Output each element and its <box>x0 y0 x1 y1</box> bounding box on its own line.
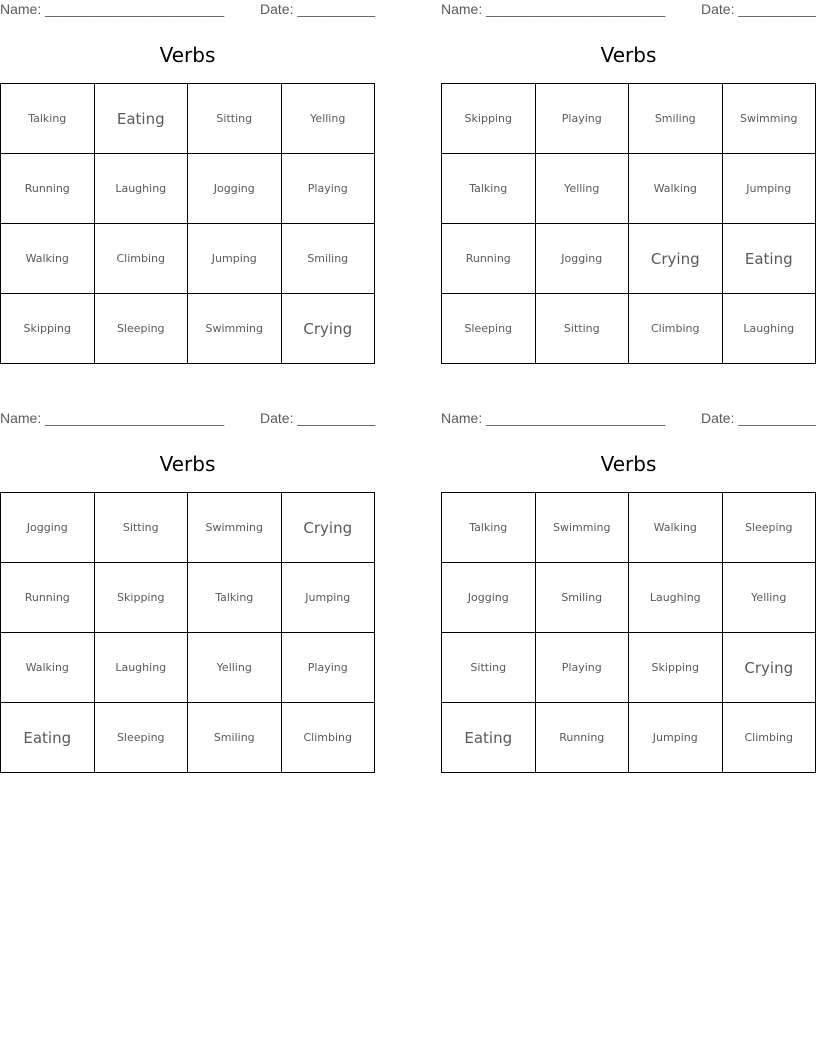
date-field: Date: __________ <box>701 410 816 426</box>
bingo-cell: Playing <box>536 633 630 703</box>
bingo-cell: Eating <box>442 703 536 773</box>
bingo-cell: Sleeping <box>95 703 189 773</box>
bingo-cell: Sitting <box>95 493 189 563</box>
card-title: Verbs <box>600 452 657 476</box>
date-field: Date: __________ <box>701 1 816 17</box>
bingo-card <box>441 0 816 364</box>
name-field: Name: _______________________ <box>0 410 225 426</box>
bingo-cell: Swimming <box>188 294 282 364</box>
bingo-cell: Smiling <box>536 563 630 633</box>
bingo-cell: Laughing <box>95 154 189 224</box>
bingo-cell: Jumping <box>282 563 376 633</box>
bingo-cell: Jogging <box>536 224 630 294</box>
bingo-cell: Running <box>442 224 536 294</box>
bingo-cell: Climbing <box>723 703 816 773</box>
bingo-cell: Sitting <box>442 633 536 703</box>
bingo-cell: Skipping <box>1 294 95 364</box>
card-title: Verbs <box>159 43 216 67</box>
bingo-cell: Yelling <box>723 563 816 633</box>
bingo-grid <box>441 492 816 773</box>
bingo-cell: Eating <box>1 703 95 773</box>
bingo-cell: Smiling <box>188 703 282 773</box>
bingo-cell: Walking <box>1 224 95 294</box>
date-field: Date: __________ <box>260 1 376 17</box>
bingo-cell: Walking <box>629 493 723 563</box>
bingo-cell: Running <box>536 703 630 773</box>
bingo-cell: Running <box>1 563 95 633</box>
bingo-grid <box>0 492 375 773</box>
bingo-cell: Talking <box>442 493 536 563</box>
bingo-cell: Yelling <box>536 154 630 224</box>
bingo-cell: Crying <box>282 493 376 563</box>
bingo-cell: Skipping <box>629 633 723 703</box>
bingo-cell: Climbing <box>95 224 189 294</box>
bingo-cell: Sitting <box>536 294 630 364</box>
name-date-row <box>441 1 816 21</box>
bingo-cell: Laughing <box>723 294 816 364</box>
bingo-cell: Sleeping <box>442 294 536 364</box>
card-title: Verbs <box>600 43 657 67</box>
bingo-cell: Sleeping <box>95 294 189 364</box>
bingo-cell: Yelling <box>188 633 282 703</box>
bingo-cell: Jumping <box>188 224 282 294</box>
bingo-cell: Sitting <box>188 84 282 154</box>
bingo-cell: Playing <box>536 84 630 154</box>
name-date-row <box>0 410 375 430</box>
bingo-cell: Running <box>1 154 95 224</box>
bingo-cell: Climbing <box>282 703 376 773</box>
name-field: Name: _______________________ <box>441 1 666 17</box>
name-field: Name: _______________________ <box>441 410 666 426</box>
bingo-cell: Eating <box>95 84 189 154</box>
bingo-cell: Crying <box>282 294 376 364</box>
date-field: Date: __________ <box>260 410 376 426</box>
bingo-cell: Talking <box>188 563 282 633</box>
bingo-cell: Jogging <box>188 154 282 224</box>
bingo-cell: Swimming <box>188 493 282 563</box>
bingo-cell: Playing <box>282 633 376 703</box>
bingo-cell: Skipping <box>95 563 189 633</box>
name-date-row <box>441 410 816 430</box>
bingo-cell: Talking <box>1 84 95 154</box>
bingo-cell: Smiling <box>282 224 376 294</box>
bingo-card <box>0 409 375 773</box>
bingo-cell: Crying <box>629 224 723 294</box>
name-field: Name: _______________________ <box>0 1 225 17</box>
bingo-cell: Swimming <box>723 84 816 154</box>
bingo-cell: Sleeping <box>723 493 816 563</box>
bingo-cell: Jogging <box>1 493 95 563</box>
bingo-cell: Swimming <box>536 493 630 563</box>
bingo-cell: Playing <box>282 154 376 224</box>
bingo-grid <box>441 83 816 364</box>
bingo-cell: Crying <box>723 633 816 703</box>
bingo-cell: Climbing <box>629 294 723 364</box>
bingo-cell: Jumping <box>723 154 816 224</box>
bingo-cell: Laughing <box>629 563 723 633</box>
bingo-grid <box>0 83 375 364</box>
bingo-cell: Jumping <box>629 703 723 773</box>
card-title: Verbs <box>159 452 216 476</box>
bingo-cell: Laughing <box>95 633 189 703</box>
bingo-cell: Talking <box>442 154 536 224</box>
bingo-card <box>441 409 816 773</box>
bingo-cell: Jogging <box>442 563 536 633</box>
bingo-cell: Smiling <box>629 84 723 154</box>
bingo-cell: Yelling <box>282 84 376 154</box>
bingo-cell: Walking <box>629 154 723 224</box>
bingo-card <box>0 0 375 364</box>
name-date-row <box>0 1 375 21</box>
bingo-cell: Walking <box>1 633 95 703</box>
bingo-cell: Skipping <box>442 84 536 154</box>
bingo-cell: Eating <box>723 224 816 294</box>
